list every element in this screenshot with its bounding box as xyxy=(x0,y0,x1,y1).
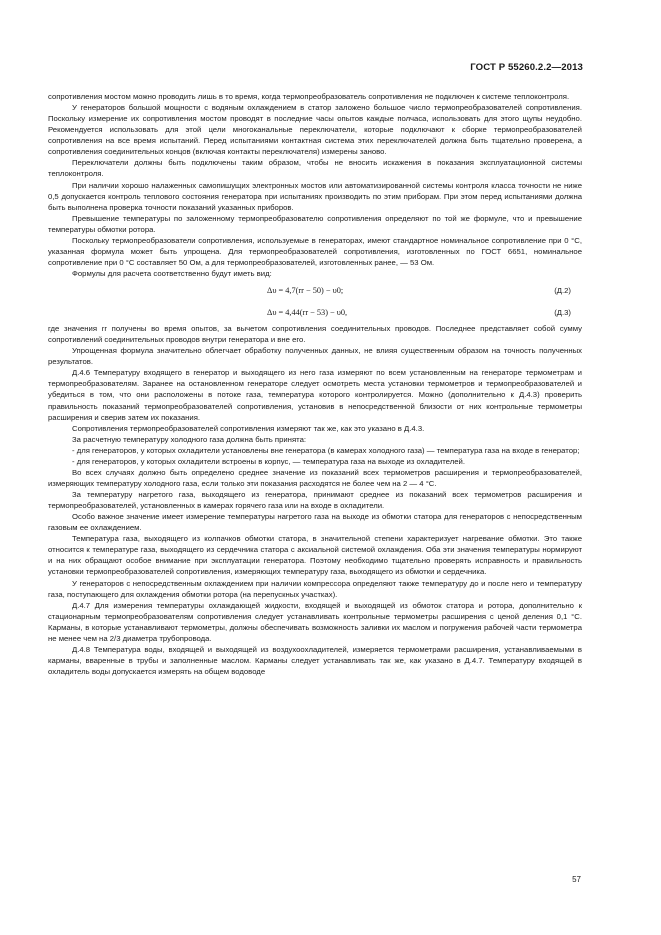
document-body xyxy=(48,91,582,677)
page-number: 57 xyxy=(572,875,581,884)
paragraph: У генераторов большой мощности с водяным охлаждением в статор заложено большое число термопреобразователей сопротивления. Поскольку измерение их сопротивления мостом проводят в последние часы опытов каждые полчаса, использовать для этого щупы неудобно. Рекомендуется использовать для этой цели многоканальные переключатели, которые подключают к сборке термопреобразователей сопротивления на все время испытаний. Перед испытаниями контактная система этих переключателей должна быть тщательно проверена, а сопротивления соединительных концов (включая контакты переключателя) измерены заново. xyxy=(48,103,582,157)
paragraph: Особо важное значение имеет измерение температуры нагретого газа на выходе из обмотки статора для генераторов с непосредственным газовым ее охлаждением. xyxy=(48,512,582,533)
formula-block xyxy=(48,279,582,323)
paragraph: При наличии хорошо налаженных самопишущих электронных мостов или автоматизированной системы контроля класса точности не ниже 0,5 допускается контроль теплового состояния генератора при испытаниях производить по этим приборам. При этом перед испытаниями должна быть выполнена проверка точности показаний указанных приборов. xyxy=(48,180,582,212)
formula-row xyxy=(48,301,582,323)
paragraph: Переключатели должны быть подключены таким образом, чтобы не вносить искажения в показания эксплуатационной системы теплоконтроля. xyxy=(48,158,582,179)
paragraph: - для генераторов, у которых охладители установлены вне генератора (в камерах холодного газа) — температура газа на входе в генератор; xyxy=(72,445,580,455)
paragraph: Д.4.7 Для измерения температуры охлаждающей жидкости, входящей и выходящей из обмоток статора и ротора, дополнительно к стационарным термопреобразователям сопротивления следует устанавливать контрольные термометры расширения с ценой деления 0,1 °С. Карманы, в которые устанавливают термометры, должны обеспечивать возможность заливки их маслом и погружения рабочей части термометра не менее чем на 2/3 диаметра трубопровода. xyxy=(48,600,582,643)
paragraph: Формулы для расчета соответственно будут иметь вид: xyxy=(72,269,272,278)
paragraphs-after-formulas xyxy=(48,323,582,677)
paragraph: Д.4.8 Температура воды, входящей и выходящей из воздухоохладителей, измеряется термометрами расширения, устанавливаемыми в карманы, вваренные в трубы и заполненные маслом. Карманы следует устанавливать так же, как указано в Д.4.7. Температуру входящей в охладитель воды допускается измерять на общем водоводе xyxy=(48,644,582,676)
paragraph: Температура газа, выходящего из колпачков обмотки статора, в значительной степени характеризует нагревание обмотки. Это также относится к температуре газа, выходящего из сердечника статора с аксиальной системой охлаждения. Оба эти значения температуры нормируют и на них обращают особое внимание при эксплуатации генератора. Поэтому необходимо тщательно проверять исправность и правильность установки термопреобразователей сопротивления, измеряющих температуру газа, выходящего из обмотки и сердечника. xyxy=(48,534,582,577)
paragraph: Упрощенная формула значительно облегчает обработку полученных данных, не влияя существенным образом на точность полученных результатов. xyxy=(48,346,582,367)
paragraph: Во всех случаях должно быть определено среднее значение из показаний всех термометров расширения и термопреобразователей, измеряющих температуру холодного газа, если только эти показания расходятся не более чем на 2 — 4 °С. xyxy=(48,467,582,488)
formula-number: (Д.2) xyxy=(554,286,571,296)
formula-expression: Δυ = 4,44(rr − 53) − υ0, xyxy=(267,308,348,318)
paragraph: где значения rr получены во время опытов, за вычетом сопротивления соединительных проводов. Последнее представляет собой сумму сопротивлений соединительных проводов внутри генератора и вне его. xyxy=(48,324,582,345)
paragraph: сопротивления мостом можно проводить лишь в то время, когда термопреобразователь сопротивления не подключен к системе теплоконтроля. xyxy=(48,92,570,101)
paragraph: - для генераторов, у которых охладители встроены в корпус, — температура газа на выходе из охладителей. xyxy=(72,456,465,466)
paragraph: Сопротивления термопреобразователей сопротивления измеряют так же, как это указано в Д.4.3. xyxy=(72,423,425,433)
paragraph: У генераторов с непосредственным охлаждением при наличии компрессора определяют также температуру до и после него и температуру газа, поступающего для охлаждения обмотки ротора (на перепускных участках). xyxy=(48,578,582,599)
paragraph: Д.4.6 Температуру входящего в генератор и выходящего из него газа измеряют по всем установленным на генераторе термометрам и термопреобразователям. Заранее на остановленном генераторе следует осмотреть места установки термометров и термопреобразователей и убедиться в том, что они расположены в потоке газа, температура которого контролируется. Можно (дополнительно к Д.4.3) проверить правильность показаний термопреобразователей сопротивления, установив в непосредственной близости от них контрольные термометры расширения и сверив затем их показания. xyxy=(48,368,582,422)
paragraph: За температуру нагретого газа, выходящего из генератора, принимают среднее из показаний всех термометров расширения и термопреобразователей, установленных в камерах горячего газа или на входе в охладители. xyxy=(48,490,582,511)
formula-expression: Δυ = 4,7(rr − 50) − υ0; xyxy=(267,286,344,296)
paragraph: За расчетную температуру холодного газа должна быть принята: xyxy=(72,434,307,444)
formula-number: (Д.3) xyxy=(554,308,571,318)
paragraphs-before-formulas xyxy=(48,91,582,279)
formula-row xyxy=(48,279,582,301)
paragraph: Превышение температуры по заложенному термопреобразователю сопротивления определяют по той же формуле, что и превышение температуры обмотки ротора. xyxy=(48,213,582,234)
standard-header: ГОСТ Р 55260.2.2—2013 xyxy=(470,62,583,73)
paragraph: Поскольку термопреобразователи сопротивления, используемые в генераторах, имеют стандартное номинальное сопротивление при 0 °С, указанная формула может быть упрощена. Для термопреобразователей сопротивления, изготовленных по ГОСТ 6651, номинальное сопротивление при 0 °С составляет 50 Ом, а для термопреобразователей, изготовленных ранее, — 53 Ом. xyxy=(48,235,582,267)
